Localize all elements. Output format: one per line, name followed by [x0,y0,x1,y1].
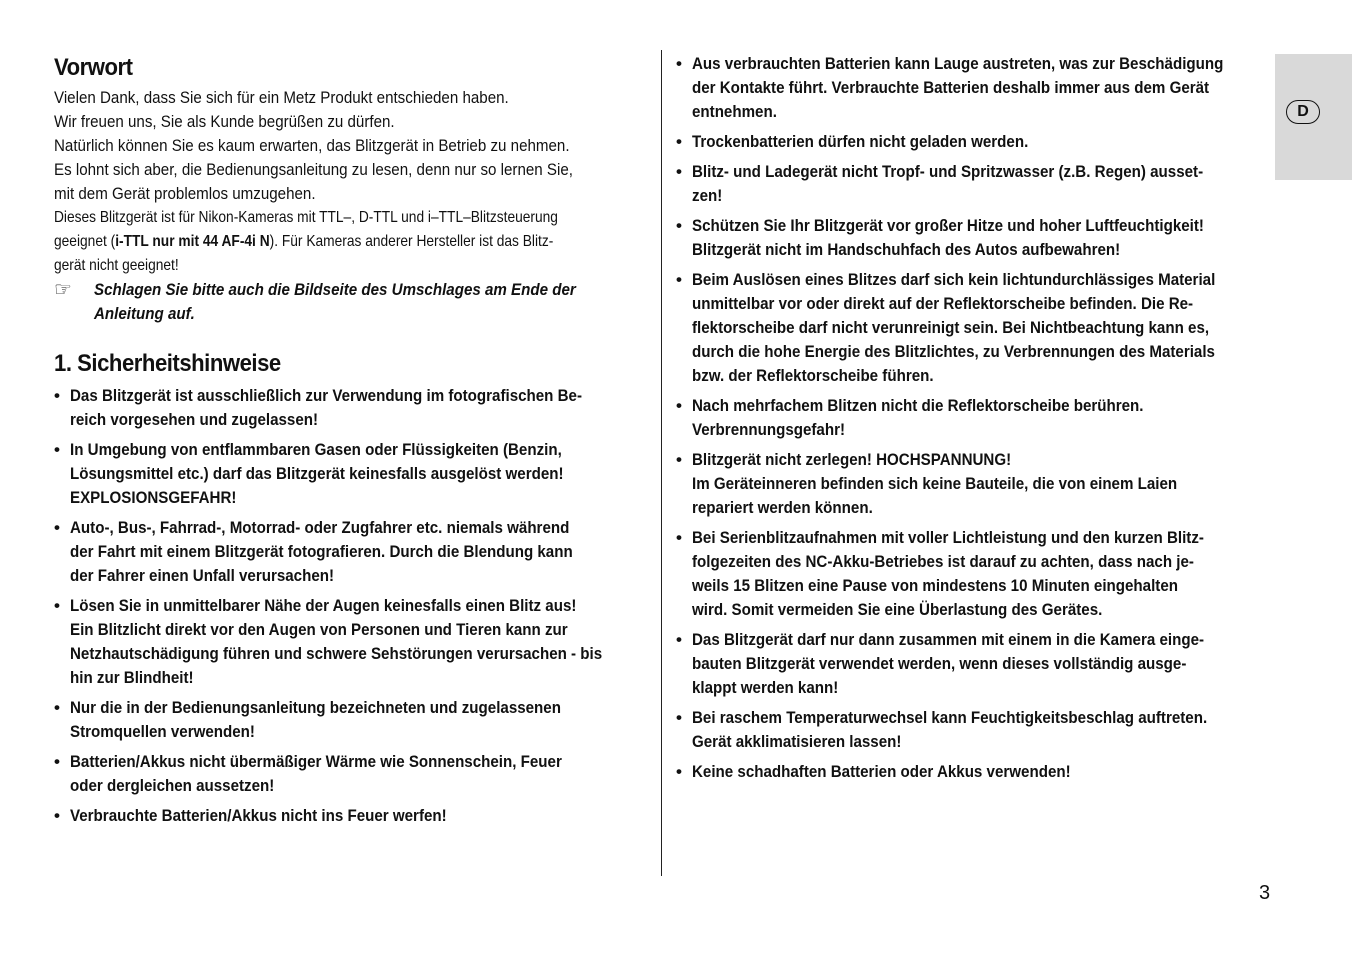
bullet-line: Bei raschem Temperaturwechsel kann Feuchtigkeitsbeschlag auftreten. [692,708,1208,727]
safety-bullet [54,516,654,588]
bullet-dot: • [54,518,60,537]
bullet-line: Ein Blitzlicht direkt vor den Augen von Personen und Tieren kann zur [70,620,568,639]
bullet-line: Blitzgerät nicht zerlegen! HOCHSPANNUNG! [692,450,1012,469]
bullet-dot: • [54,752,60,771]
bullet-line: Verbrennungsgefahr! [692,420,846,439]
intro-paragraph [54,86,654,134]
bullet-line: oder dergleichen aussetzen! [70,776,275,795]
text-fragment: ). Für Kameras anderer Hersteller ist das Blitz- [269,233,554,250]
safety-bullet [676,448,1276,520]
bullet-line: hin zur Blindheit! [70,668,194,687]
bullet-line: Batterien/Akkus nicht übermäßiger Wärme wie Sonnenschein, Feuer [70,752,562,771]
language-badge: D [1286,100,1320,124]
bullet-line: Lösen Sie in unmittelbarer Nähe der Augen keinesfalls einen Blitz aus! [70,596,577,615]
safety-bullet [54,804,654,828]
safety-list-left [54,384,654,828]
bullet-line: unmittelbar vor oder direkt auf der Reflektorscheibe befinden. Die Re- [692,294,1194,313]
bullet-line: klappt werden kann! [692,678,839,697]
bullet-line: der Fahrt mit einem Blitzgerät fotografieren. Durch die Blendung kann [70,542,573,561]
safety-bullet [676,394,1276,442]
bullet-line: entnehmen. [692,102,777,121]
bullet-line: flektorscheibe darf nicht verunreinigt sein. Bei Nichtbeachtung kann es, [692,318,1210,337]
safety-bullet [676,760,1276,784]
pointing-hand-icon: ☞ [54,279,72,301]
bullet-dot: • [676,630,682,649]
bullet-line: Auto-, Bus-, Fahrrad-, Motorrad- oder Zugfahrer etc. niemals während [70,518,570,537]
text-line: Natürlich können Sie es kaum erwarten, das Blitzgerät in Betrieb zu nehmen. [54,136,570,155]
bullet-line: Bei Serienblitzaufnahmen mit voller Lichtleistung und den kurzen Blitz- [692,528,1204,547]
bullet-line: wird. Somit vermeiden Sie eine Überlastung des Gerätes. [692,600,1103,619]
safety-bullet [676,214,1276,262]
bullet-dot: • [54,596,60,615]
bullet-line: repariert werden können. [692,498,873,517]
bullet-line: Nur die in der Bedienungsanleitung bezeichneten und zugelassenen [70,698,561,717]
bullet-line: folgezeiten des NC-Akku-Betriebes ist darauf zu achten, dass nach je- [692,552,1194,571]
safety-bullet [676,130,1276,154]
bullet-dot: • [54,440,60,459]
bullet-line: Keine schadhaften Batterien oder Akkus verwenden! [692,762,1071,781]
bullet-dot: • [676,132,682,151]
safety-bullet [676,268,1276,388]
safety-bullet [54,384,654,432]
compatibility-paragraph [54,206,654,278]
text-line: gerät nicht geeignet! [54,257,179,274]
safety-bullet [676,526,1276,622]
cover-note [54,278,654,326]
bullet-line: Das Blitzgerät ist ausschließlich zur Verwendung im fotografischen Be- [70,386,583,405]
bullet-line: Blitzgerät nicht im Handschuhfach des Autos aufbewahren! [692,240,1121,259]
bullet-dot: • [676,762,682,781]
bullet-dot: • [54,698,60,717]
bullet-line: durch die hohe Energie des Blitzlichtes, zu Verbrennungen des Materials [692,342,1215,361]
bullet-line: Nach mehrfachem Blitzen nicht die Reflektorscheibe berühren. [692,396,1144,415]
text-line [54,230,570,254]
bullet-dot: • [676,162,682,181]
text-line: Dieses Blitzgerät ist für Nikon-Kameras mit TTL–, D-TTL und i–TTL–Blitzsteuerung [54,209,558,226]
safety-bullet [54,750,654,798]
bullet-line: Beim Auslösen eines Blitzes darf sich kein lichtundurchlässiges Material [692,270,1216,289]
text-line: mit dem Gerät problemlos umzugehen. [54,184,316,203]
bullet-dot: • [676,216,682,235]
bullet-line: Stromquellen verwenden! [70,722,255,741]
safety-bullet [676,706,1276,754]
bullet-line: Schützen Sie Ihr Blitzgerät vor großer Hitze und hoher Luftfeuchtigkeit! [692,216,1204,235]
bullet-line: reich vorgesehen und zugelassen! [70,410,319,429]
bullet-line: Netzhautschädigung führen und schwere Sehstörungen verursachen - bis [70,644,603,663]
bullet-line: zen! [692,186,723,205]
note-line: Schlagen Sie bitte auch die Bildseite des Umschlages am Ende der [94,280,576,299]
text-line: Wir freuen uns, Sie als Kunde begrüßen zu dürfen. [54,112,395,131]
text-line: Es lohnt sich aber, die Bedienungsanleitung zu lesen, denn nur so lernen Sie, [54,160,573,179]
note-line: Anleitung auf. [94,304,195,323]
bullet-dot: • [54,806,60,825]
right-column [676,52,1276,790]
safety-bullet [676,160,1276,208]
bullet-line: Trockenbatterien dürfen nicht geladen werden. [692,132,1029,151]
bullet-line: Aus verbrauchten Batterien kann Lauge austreten, was zur Beschädigung [692,54,1224,73]
bullet-line: Gerät akklimatisieren lassen! [692,732,902,751]
expectation-paragraph [54,134,654,206]
bullet-line: Im Geräteinneren befinden sich keine Bauteile, die von einem Laien [692,474,1178,493]
text-line: Vielen Dank, dass Sie sich für ein Metz Produkt entschieden haben. [54,88,509,107]
safety-bullet [54,696,654,744]
itl-note: i-TTL nur mit 44 AF-4i N [115,233,270,250]
heading-vorwort: Vorwort [54,54,133,81]
bullet-line: weils 15 Blitzen eine Pause von mindestens 10 Minuten eingehalten [692,576,1178,595]
safety-bullet [54,594,654,690]
text-fragment: geeignet ( [54,233,116,250]
bullet-dot: • [676,396,682,415]
bullet-dot: • [676,528,682,547]
bullet-line: der Fahrer einen Unfall verursachen! [70,566,335,585]
bullet-line: Blitz- und Ladegerät nicht Tropf- und Spritzwasser (z.B. Regen) ausset- [692,162,1204,181]
heading-safety: 1. Sicherheitshinweise [54,350,281,377]
bullet-line: Das Blitzgerät darf nur dann zusammen mit einem in die Kamera einge- [692,630,1205,649]
bullet-line: bzw. der Reflektorscheibe führen. [692,366,934,385]
bullet-line: In Umgebung von entflammbaren Gasen oder Flüssigkeiten (Benzin, [70,440,562,459]
bullet-line: Lösungsmittel etc.) darf das Blitzgerät keinesfalls ausgelöst werden! [70,464,564,483]
bullet-line: Verbrauchte Batterien/Akkus nicht ins Feuer werfen! [70,806,447,825]
column-divider [661,50,662,876]
bullet-dot: • [676,270,682,289]
bullet-dot: • [54,386,60,405]
left-column [54,52,654,834]
page-number: 3 [1259,882,1271,904]
bullet-line: bauten Blitzgerät verwendet werden, wenn dieses vollständig ausge- [692,654,1187,673]
safety-list-right [676,52,1276,784]
safety-bullet [676,52,1276,124]
bullet-dot: • [676,708,682,727]
safety-bullet [676,628,1276,700]
bullet-dot: • [676,450,682,469]
bullet-dot: • [676,54,682,73]
bullet-line: der Kontakte führt. Verbrauchte Batterien deshalb immer aus dem Gerät [692,78,1210,97]
bullet-line: EXPLOSIONSGEFAHR! [70,488,237,507]
safety-bullet [54,438,654,510]
